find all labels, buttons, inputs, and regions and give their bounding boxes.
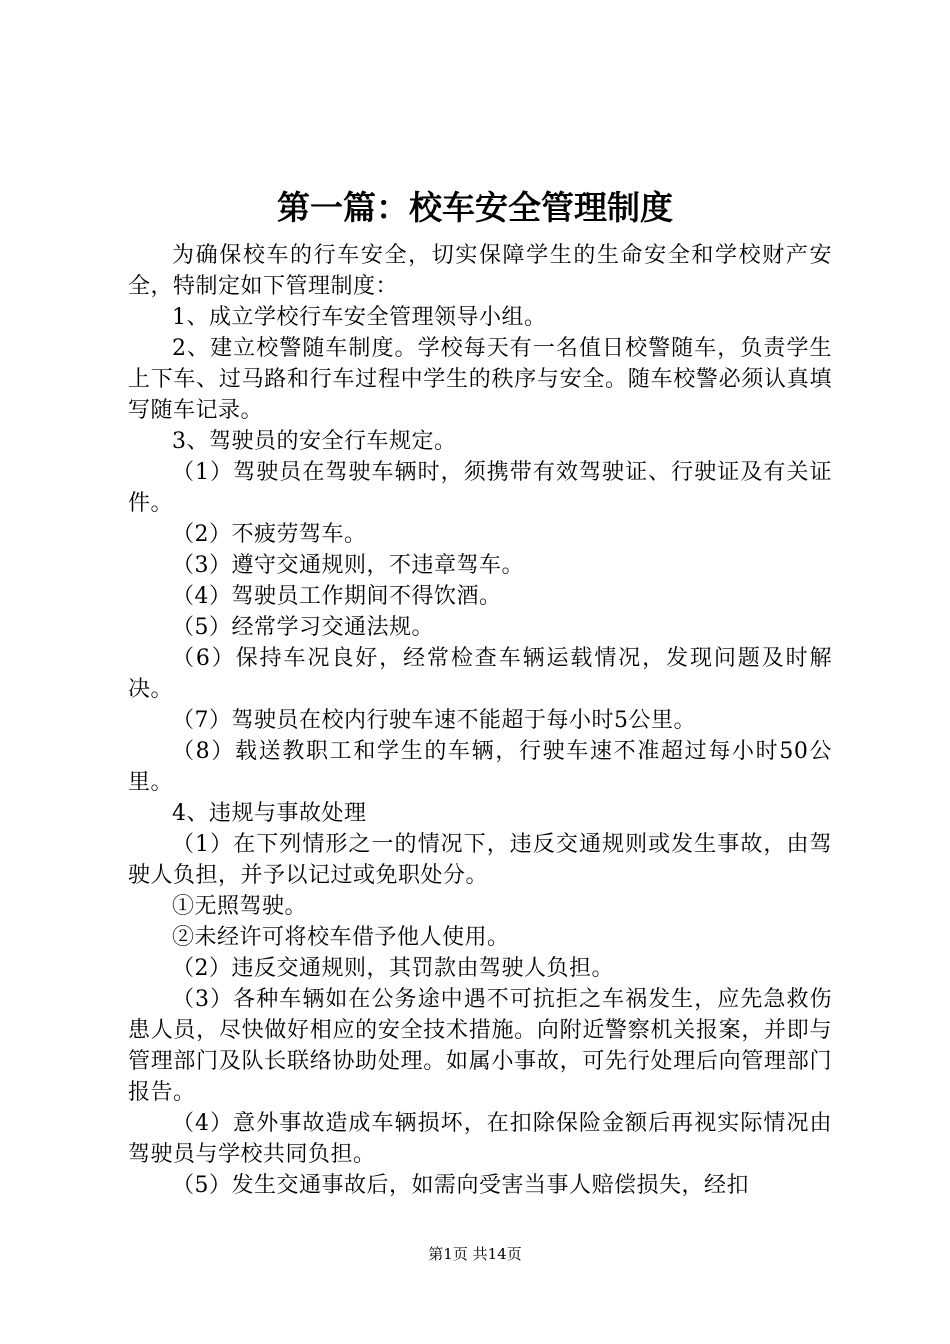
paragraph-rule-5: （5）经常学习交通法规。 — [172, 615, 434, 640]
paragraph-rule-4: （4）驾驶员工作期间不得饮酒。 — [172, 584, 502, 609]
page-footer: 第1页 共14页 — [428, 1245, 522, 1263]
paragraph-rule-1: （1）驾驶员在驾驶车辆时，须携带有效驾驶证、行驶证及有关证件。 — [128, 460, 832, 516]
paragraph-item-4: 4、违规与事故处理 — [172, 801, 367, 826]
paragraph-rule-7: （7）驾驶员在校内行驶车速不能超于每小时5公里。 — [172, 708, 696, 733]
paragraph-violation-3: （3）各种车辆如在公务途中遇不可抗拒之车祸发生，应先急救伤患人员，尽快做好相应的安全技术措施。向附近警察机关报案，并即与管理部门及队长联络协助处理。如属小事故，可先行处理后向管理部门报告。 — [128, 987, 832, 1105]
paragraph-violation-1-b: ②未经许可将校车借予他人使用。 — [172, 925, 510, 950]
paragraph-violation-1: （1）在下列情形之一的情况下，违反交通规则或发生事故，由驾驶人负担，并予以记过或免职处分。 — [128, 832, 832, 888]
paragraph-item-1: 1、成立学校行车安全管理领导小组。 — [172, 305, 547, 330]
paragraph-item-3: 3、驾驶员的安全行车规定。 — [172, 429, 457, 454]
paragraph-item-2: 2、建立校警随车制度。学校每天有一名值日校警随车，负责学生上下车、过马路和行车过程中学生的秩序与安全。随车校警必须认真填写随车记录。 — [128, 336, 832, 423]
document-body — [128, 240, 832, 1201]
paragraph-rule-2: （2）不疲劳驾车。 — [172, 522, 367, 547]
paragraph-rule-8: （8）载送教职工和学生的车辆，行驶车速不准超过每小时50公里。 — [128, 739, 832, 795]
paragraph-violation-5: （5）发生交通事故后，如需向受害当事人赔偿损失，经扣 — [172, 1173, 749, 1198]
paragraph-violation-4: （4）意外事故造成车辆损坏，在扣除保险金额后再视实际情况由驾驶员与学校共同负担。 — [128, 1111, 832, 1167]
document-title: 第一篇：校车安全管理制度 — [277, 188, 673, 227]
paragraph-violation-1-a: ①无照驾驶。 — [172, 894, 308, 919]
paragraph-rule-6: （6）保持车况良好，经常检查车辆运载情况，发现问题及时解决。 — [128, 646, 832, 702]
paragraph-violation-2: （2）违反交通规则，其罚款由驾驶人负担。 — [172, 956, 614, 981]
paragraph-rule-3: （3）遵守交通规则，不违章驾车。 — [172, 553, 524, 578]
paragraph-intro: 为确保校车的行车安全，切实保障学生的生命安全和学校财产安全，特制定如下管理制度： — [128, 243, 832, 299]
